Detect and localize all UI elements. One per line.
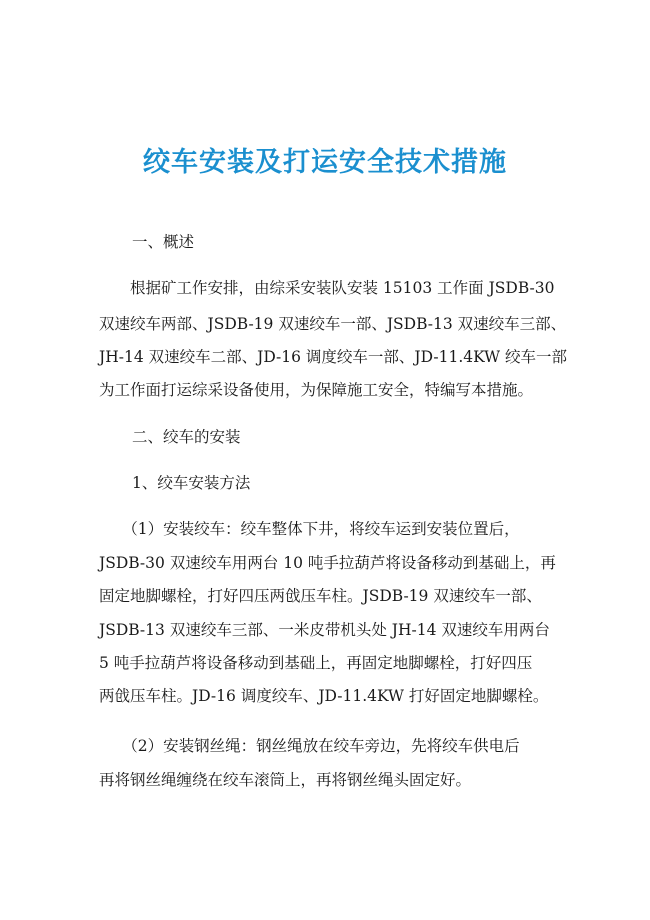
paragraph-line: JSDB-13 双速绞车三部、一米皮带机头处 JH-14 双速绞车用两台	[99, 621, 550, 639]
section-heading-overview: 一、概述	[132, 233, 195, 251]
paragraph-line: 再将钢丝绳缠绕在绞车滚筒上，再将钢丝绳头固定好。	[99, 771, 472, 789]
subsection-heading-method: 1、绞车安装方法	[132, 474, 251, 492]
section-heading-installation: 二、绞车的安装	[132, 428, 241, 446]
paragraph-line: 为工作面打运综采设备使用，为保障施工安全，特编写本措施。	[99, 381, 534, 399]
document-title: 绞车安装及打运安全技术措施	[143, 147, 507, 178]
paragraph-line: （1）安装绞车：绞车整体下井，将绞车运到安装位置后，	[99, 520, 520, 538]
paragraph-line: 双速绞车两部、JSDB-19 双速绞车一部、JSDB-13 双速绞车三部、	[99, 315, 567, 333]
paragraph-line: JSDB-30 双速绞车用两台 10 吨手拉葫芦将设备移动到基础上，再	[99, 554, 556, 572]
paragraph-line: 两戗压车柱。JD-16 调度绞车、JD-11.4KW 打好固定地脚螺栓。	[99, 687, 549, 705]
paragraph-line: 固定地脚螺栓，打好四压两戗压车柱。JSDB-19 双速绞车一部、	[99, 587, 542, 605]
paragraph-line: JH-14 双速绞车二部、JD-16 调度绞车一部、JD-11.4KW 绞车一部	[99, 348, 567, 366]
paragraph-line: （2）安装钢丝绳：钢丝绳放在绞车旁边，先将绞车供电后	[99, 737, 520, 755]
paragraph-line: 5 吨手拉葫芦将设备移动到基础上，再固定地脚螺栓，打好四压	[99, 654, 533, 672]
paragraph-line: 根据矿工作安排，由综采安装队安装 15103 工作面 JSDB-30	[99, 279, 555, 297]
